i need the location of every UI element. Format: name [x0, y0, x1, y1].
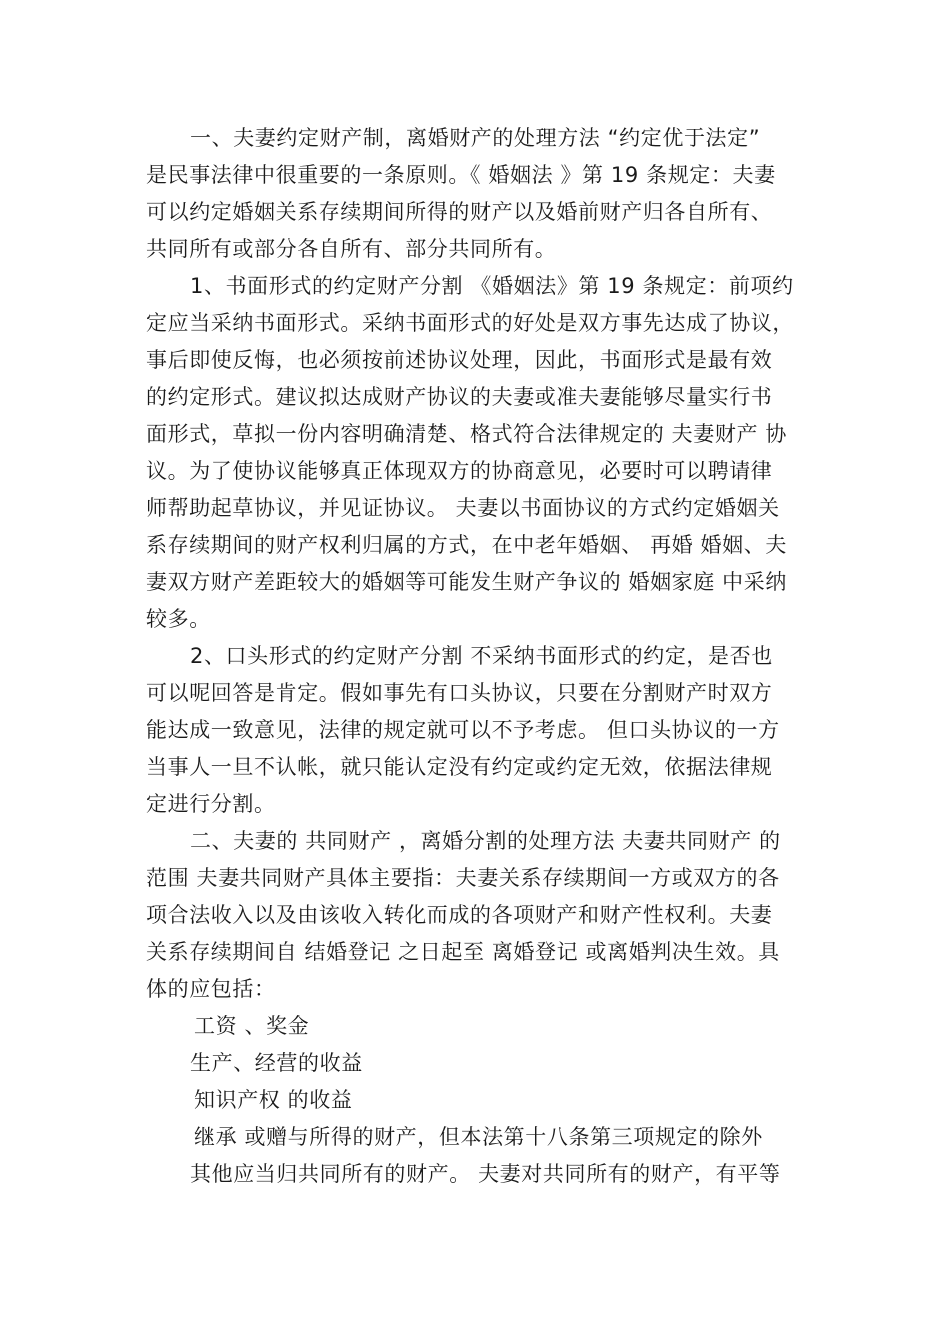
text-line: 范围 夫妻共同财产具体主要指：夫妻关系存续期间一方或双方的各 — [146, 866, 780, 890]
text-line: 二、夫妻的 共同财产 ，离婚分割的处理方法 夫妻共同财产 的 — [190, 829, 781, 853]
text-line: 是民事法律中很重要的一条原则。《 婚姻法 》第 19 条规定：夫妻 — [146, 163, 776, 187]
text-line: 1、书面形式的约定财产分割 《婚姻法》第 19 条规定：前项约 — [190, 274, 794, 298]
text-line: 系存续期间的财产权利归属的方式，在中老年婚姻、 再婚 婚姻、夫 — [146, 533, 787, 557]
list-item: 继承 或赠与所得的财产，但本法第十八条第三项规定的除外 — [194, 1125, 763, 1149]
text-line: 关系存续期间自 结婚登记 之日起至 离婚登记 或离婚判决生效。具 — [146, 940, 780, 964]
text-line: 能达成一致意见，法律的规定就可以不予考虑。 但口头协议的一方 — [146, 718, 780, 742]
text-line: 定应当采纳书面形式。采纳书面形式的好处是双方事先达成了协议， — [146, 311, 794, 335]
text-line: 项合法收入以及由该收入转化而成的各项财产和财产性权利。夫妻 — [146, 903, 773, 927]
list-item: 其他应当归共同所有的财产。 夫妻对共同所有的财产，有平等 — [190, 1162, 781, 1186]
text-line: 师帮助起草协议，并见证协议。 夫妻以书面协议的方式约定婚姻关 — [146, 496, 780, 520]
text-line: 妻双方财产差距较大的婚姻等可能发生财产争议的 婚姻家庭 中采纳 — [146, 570, 787, 594]
text-line: 可以约定婚姻关系存续期间所得的财产以及婚前财产归各自所有、 — [146, 200, 773, 224]
list-item: 知识产权 的收益 — [194, 1088, 353, 1112]
text-line: 共同所有或部分各自所有、部分共同所有。 — [146, 237, 557, 261]
text-line: 一、夫妻约定财产制，离婚财产的处理方法 “约定优于法定” — [190, 126, 761, 150]
text-line: 面形式，草拟一份内容明确清楚、格式符合法律规定的 夫妻财产 协 — [146, 422, 787, 446]
text-line: 的约定形式。建议拟达成财产协议的夫妻或准夫妻能够尽量实行书 — [146, 385, 773, 409]
text-line: 当事人一旦不认帐，就只能认定没有约定或约定无效，依据法律规 — [146, 755, 773, 779]
text-line: 可以呢回答是肯定。假如事先有口头协议，只要在分割财产时双方 — [146, 681, 773, 705]
list-item: 生产、经营的收益 — [190, 1051, 363, 1075]
text-line: 定进行分割。 — [146, 792, 276, 816]
text-line: 较多。 — [146, 607, 211, 631]
text-line: 体的应包括： — [146, 977, 276, 1001]
text-line: 事后即使反悔，也必须按前述协议处理，因此，书面形式是最有效 — [146, 348, 773, 372]
text-line: 议。为了使协议能够真正体现双方的协商意见，必要时可以聘请律 — [146, 459, 773, 483]
text-line: 2、口头形式的约定财产分割 不采纳书面形式的约定，是否也 — [190, 644, 773, 668]
list-item: 工资 、奖金 — [194, 1014, 310, 1038]
